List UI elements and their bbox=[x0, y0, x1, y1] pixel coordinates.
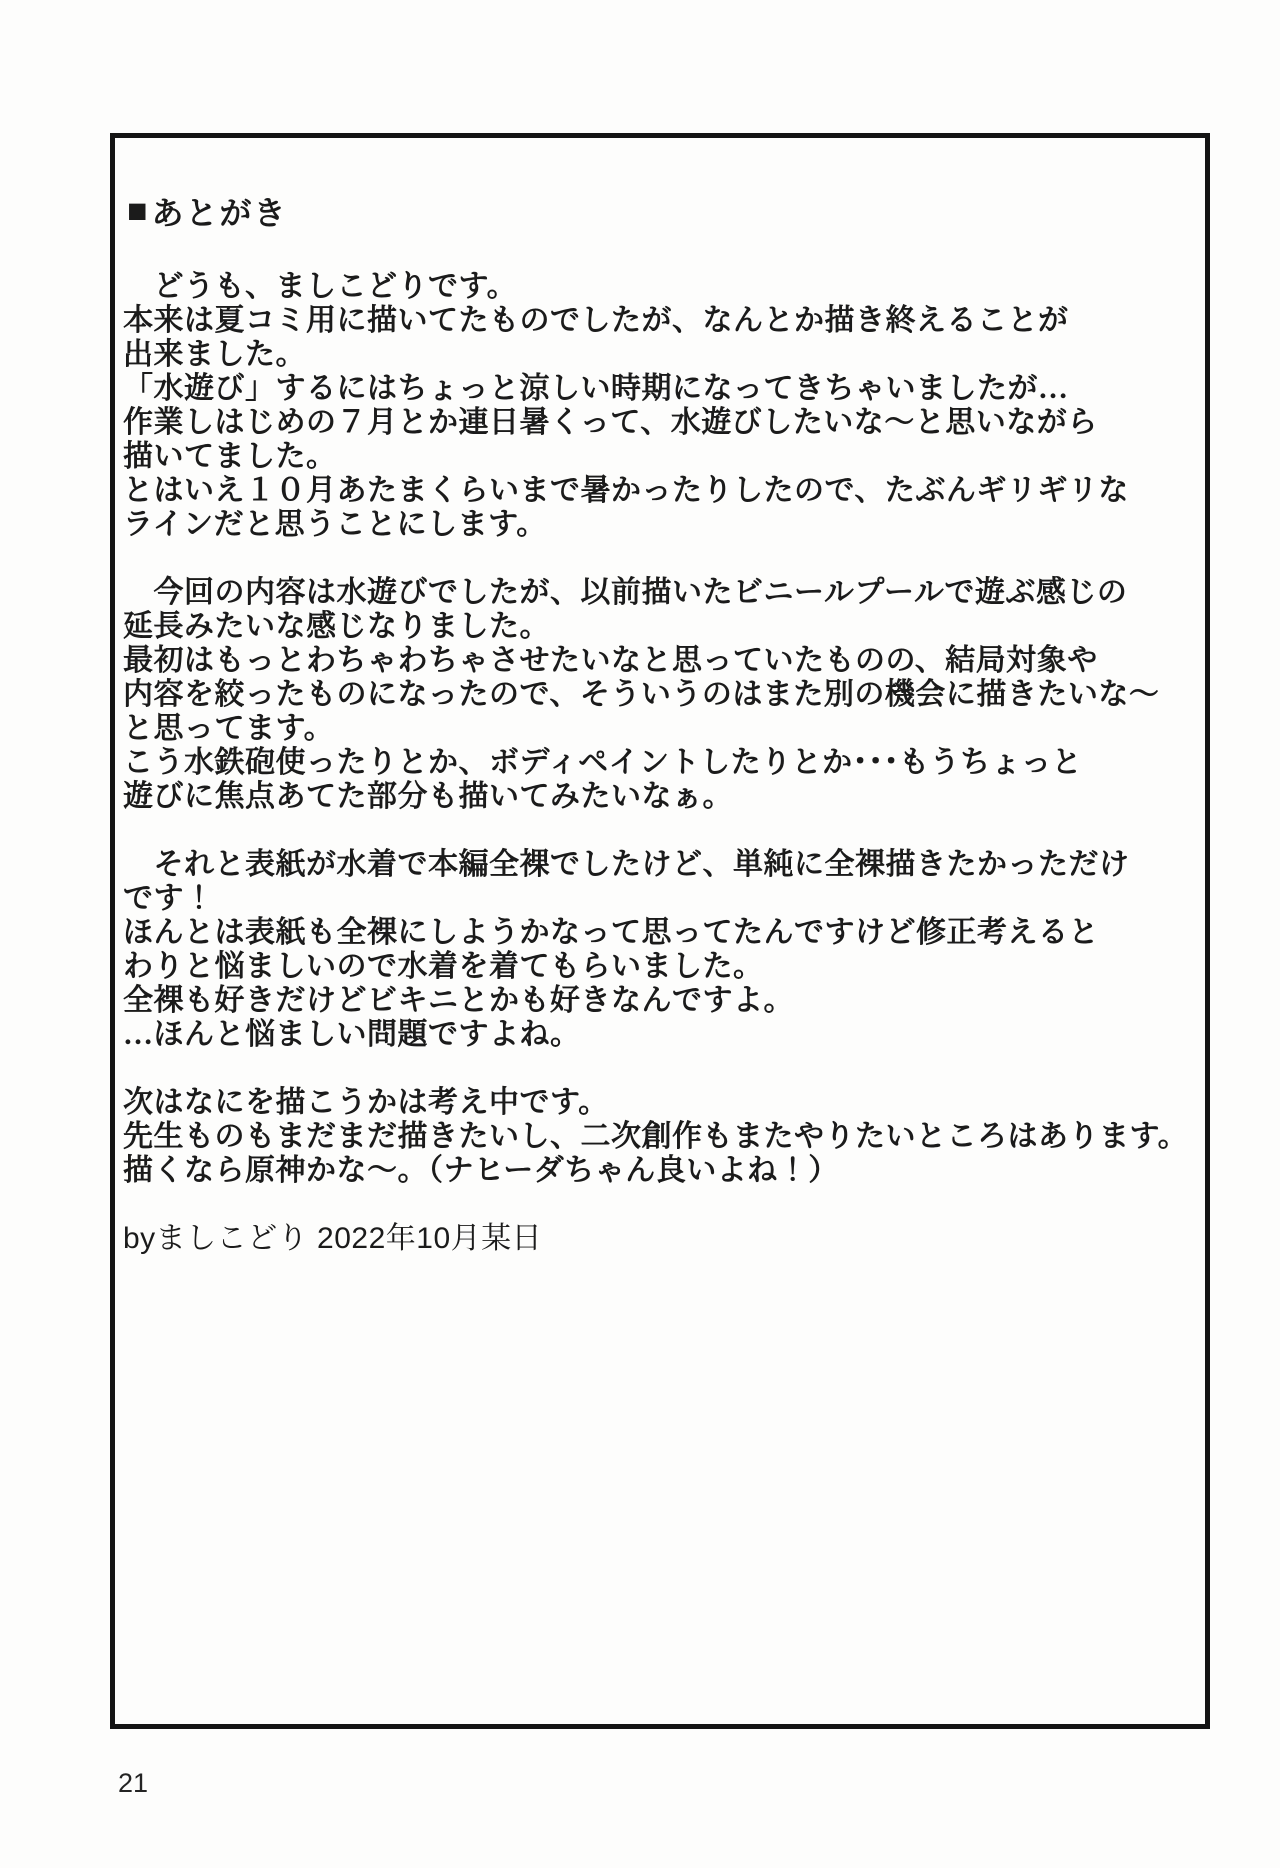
afterword-body bbox=[123, 270, 1193, 1188]
page-number: 21 bbox=[118, 1768, 149, 1798]
afterword-heading-title: あとがき bbox=[151, 195, 288, 231]
signoff-line: byましこどり 2022年10月某日 bbox=[123, 1222, 543, 1255]
afterword-content bbox=[115, 138, 1205, 1256]
black-square-icon: ■ bbox=[127, 193, 150, 230]
page-border-frame bbox=[110, 133, 1210, 1729]
afterword-paragraph: どうも、ましこどりです。 本来は夏コミ用に描いてたものでしたが、なんとか描き終えることが 出来ました。 「水遊び」するにはちょっと涼しい時期になってきちゃいましたが… 作業しはじめの７月とか連日暑くって、水遊びしたいな〜と思いながら 描いてました。 とはいえ１０月あたまくらいまで暑かったりしたので、たぶんギリギリな ラインだと思うことにします。 bbox=[123, 270, 1129, 541]
afterword-paragraph: それと表紙が水着で本編全裸でしたけど、単純に全裸描きたかっただけ です！ ほんとは表紙も全裸にしようかなって思ってたんですけど修正考えると わりと悩ましいので水着を着てもらいました。 全裸も好きだけどビキニとかも好きなんですよ。 …ほんと悩ましい問題ですよね。 bbox=[123, 848, 1130, 1051]
afterword-heading bbox=[127, 194, 1193, 232]
afterword-paragraph: 今回の内容は水遊びでしたが、以前描いたビニールプールで遊ぶ感じの 延長みたいな感じなりました。 最初はもっとわちゃわちゃさせたいなと思っていたものの、結局対象や 内容を絞ったものになったので、そういうのはまた別の機会に描きたいな〜 と思ってます。 こう水鉄砲使ったりとか、ボディペイントしたりとか･･･もうちょっと 遊びに焦点あてた部分も描いてみたいなぁ。 bbox=[123, 576, 1160, 813]
afterword-paragraph: 次はなにを描こうかは考え中です。 先生ものもまだまだ描きたいし、二次創作もまたやりたいところはあります。 描くなら原神かな〜。（ナヒーダちゃん良いよね！） bbox=[123, 1086, 1189, 1187]
